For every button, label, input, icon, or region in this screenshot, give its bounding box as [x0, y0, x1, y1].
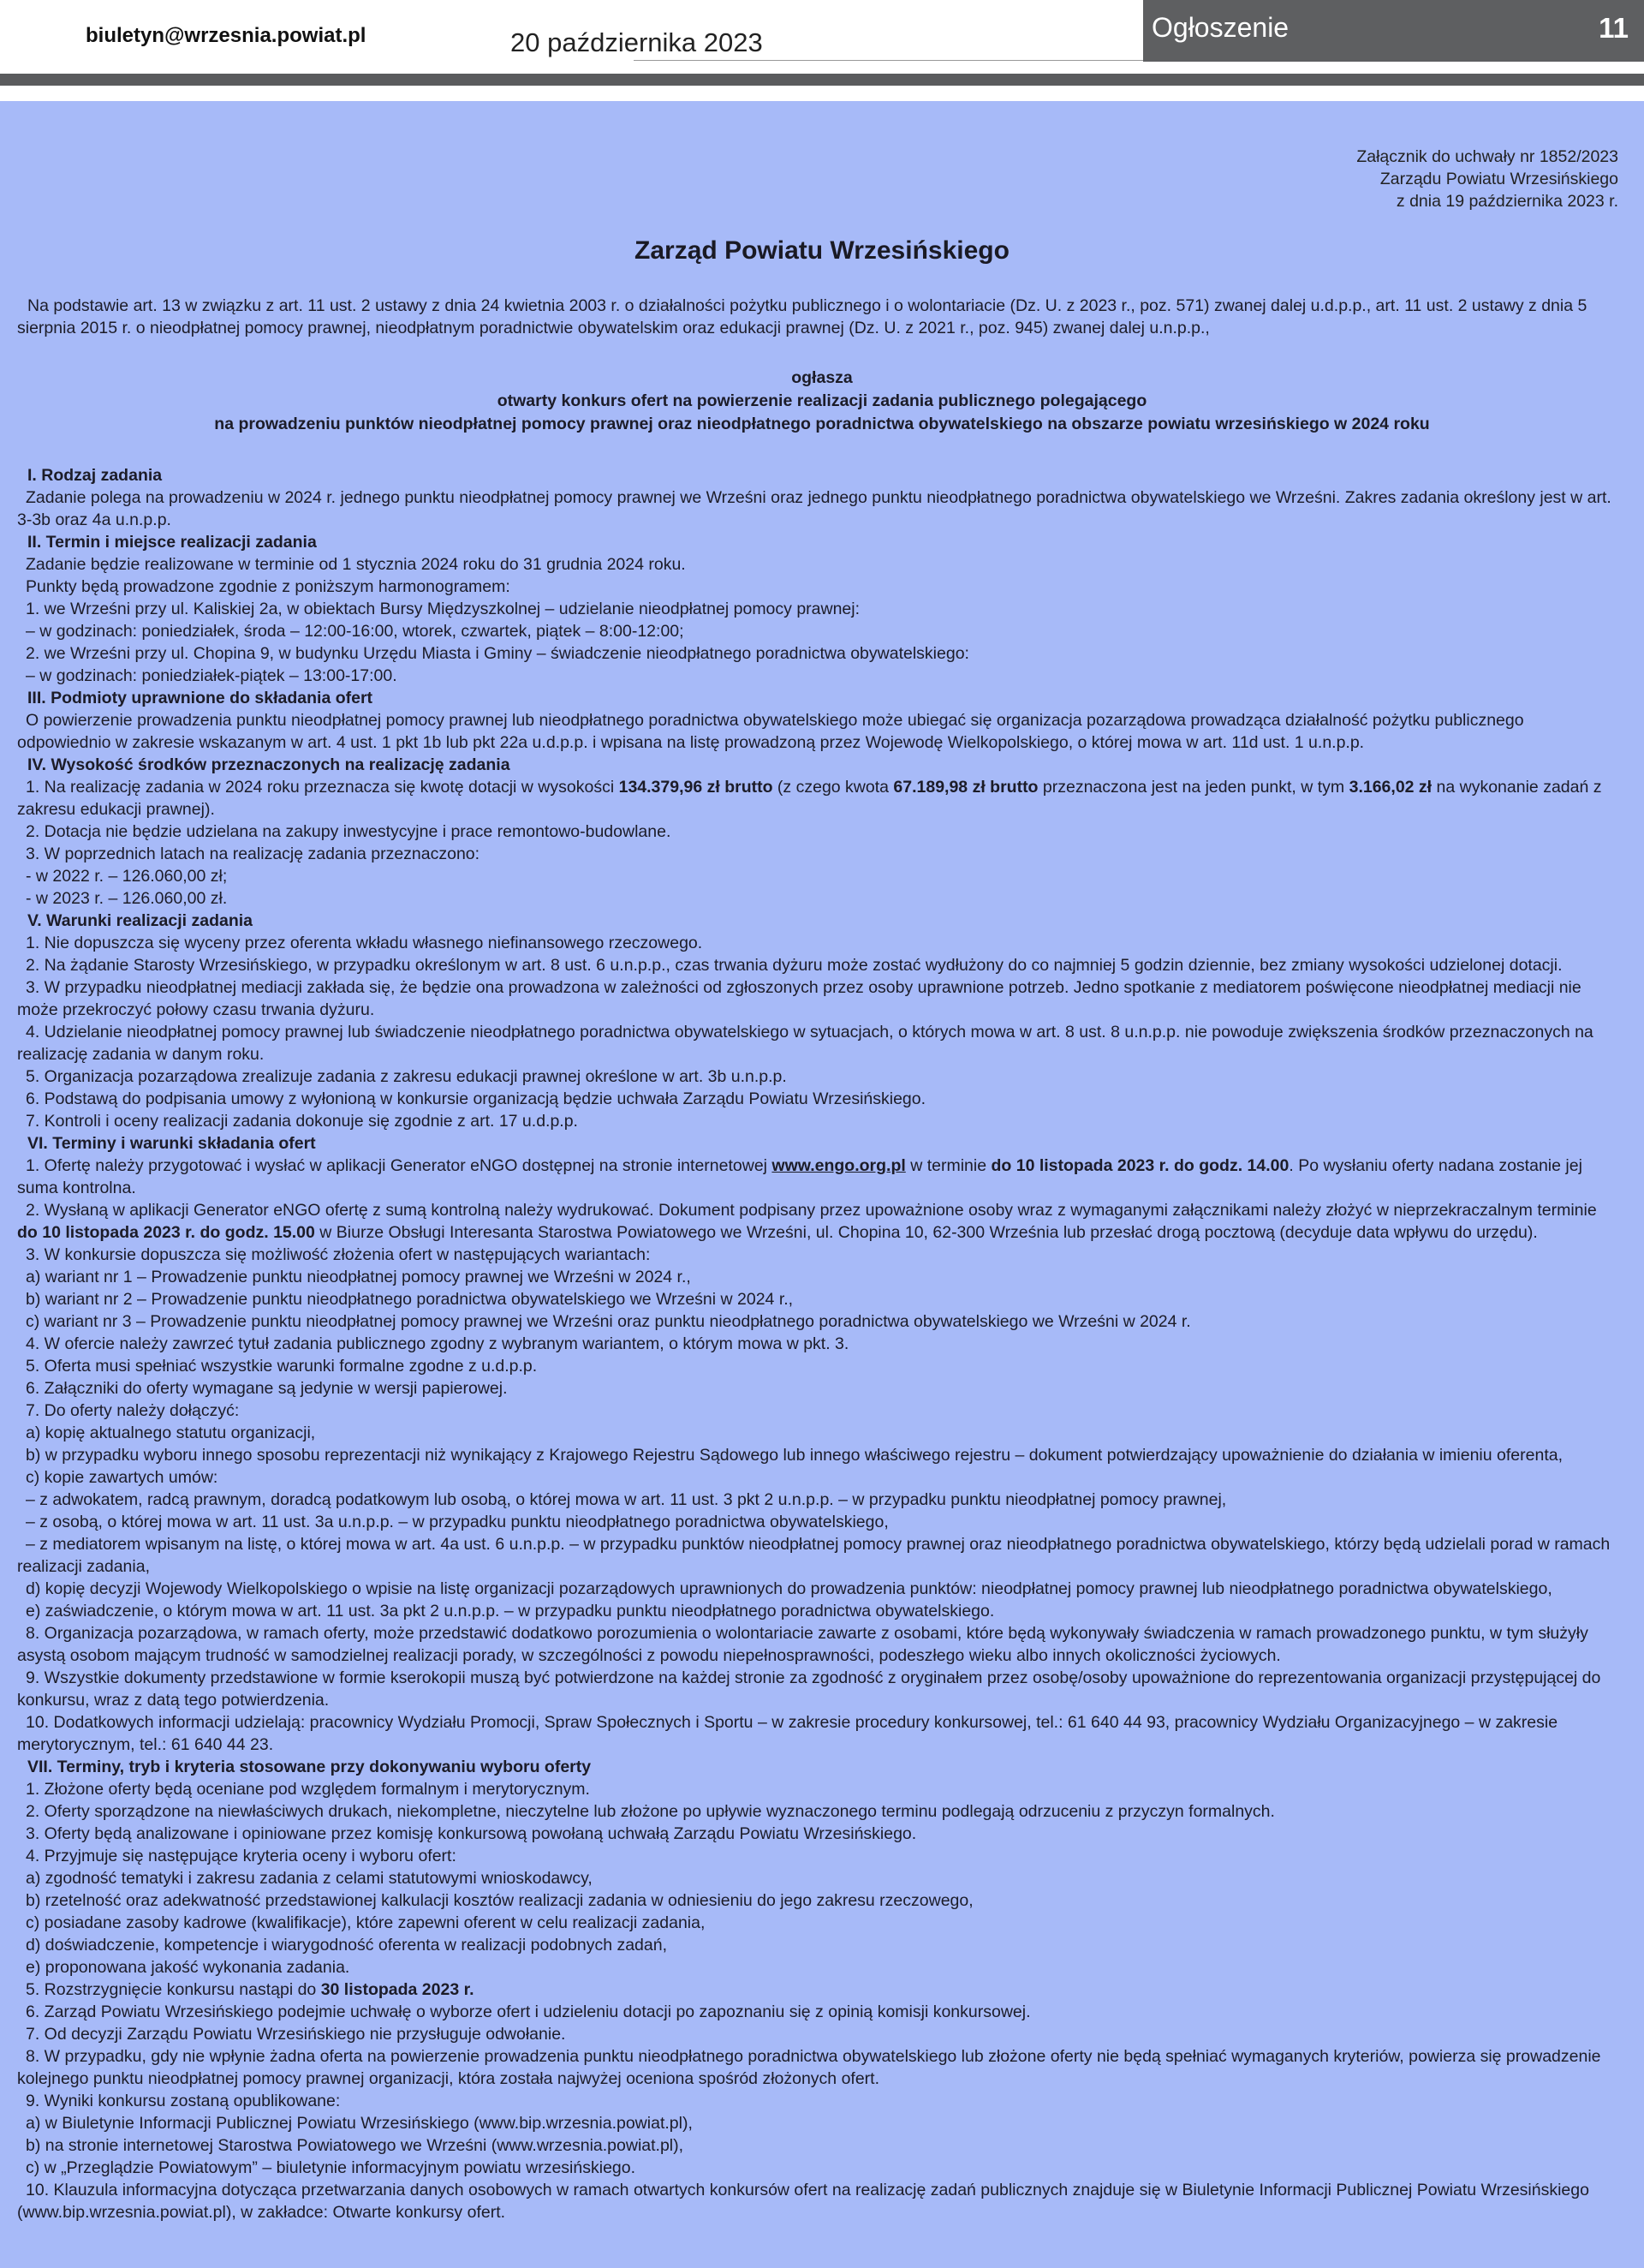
paragraph: – z osobą, o której mowa w art. 11 ust. 3a u.n.p.p. – w przypadku punktu nieodpłatnego poradnictwa obywatelskiego,	[26, 1513, 889, 1531]
announcement-line: na prowadzeniu punktów nieodpłatnej pomocy prawnej oraz nieodpłatnego poradnictwa obywatelskiego na obszarze powiatu wrzesińskiego w 2024 roku	[214, 415, 1430, 433]
paragraph: – z adwokatem, radcą prawnym, doradcą podatkowym lub osobą, o której mowa w art. 11 ust. 3 pkt 2 u.n.p.p. – w przypadku punktu nieodpłatnej pomocy prawnej,	[26, 1490, 1227, 1509]
amount-education: 3.166,02 zł	[1349, 778, 1433, 797]
paragraph: - w 2023 r. – 126.060,00 zł.	[26, 889, 228, 908]
paragraph: a) w Biuletynie Informacji Publicznej Powiatu Wrzesińskiego (www.bip.wrzesnia.powiat.pl),	[26, 2114, 693, 2133]
paragraph: 5. Oferta musi spełniać wszystkie warunki formalne zgodne z u.d.p.p.	[26, 1357, 538, 1376]
announcement-body	[17, 464, 1620, 2223]
document-title: Zarząd Powiatu Wrzesińskiego	[634, 236, 1010, 265]
paragraph: 6. Zarząd Powiatu Wrzesińskiego podejmie uchwałę o wyborze ofert i udzieleniu dotacji po zapoznaniu się z opinią komisji konkursowej.	[26, 2002, 1031, 2021]
engo-link[interactable]: www.engo.org.pl	[771, 1156, 906, 1175]
paragraph: c) w „Przeglądzie Powiatowym” – biuletynie informacyjnym powiatu wrzesińskiego.	[26, 2158, 636, 2177]
section-heading: III. Podmioty uprawnione do składania ofert	[27, 689, 373, 707]
paragraph: c) wariant nr 3 – Prowadzenie punktu nieodpłatnej pomocy prawnej we Wrześni oraz punktu nieodpłatnego poradnictwa obywatelskiego we Wrześni w 2024 r.	[26, 1312, 1191, 1331]
legal-basis: Na podstawie art. 13 w związku z art. 11 ust. 2 ustawy z dnia 24 kwietnia 2003 r. o działalności pożytku publicznego i o wolontariacie (Dz. U. z 2023 r., poz. 571) zwanej dalej u.d.p.p., art. 11 ust. 2 ustawy z dnia 5 sierpnia 2015 r. o nieodpłatnej pomocy prawnej, nieodpłatnym poradnictwie obywatelskim oraz edukacji prawnej (Dz. U. z 2021 r., poz. 945) zwanej dalej u.n.p.p.,	[17, 296, 1587, 337]
announcement-heading	[0, 367, 1644, 436]
section-heading: VI. Terminy i warunki składania ofert	[27, 1134, 316, 1153]
page-header	[0, 0, 1644, 62]
section-heading: V. Warunki realizacji zadania	[27, 911, 253, 930]
text-run: przeznaczona jest na jeden punkt, w tym	[1038, 778, 1349, 797]
paragraph: a) zgodność tematyki i zakresu zadania z celami statutowymi wnioskodawcy,	[26, 1869, 593, 1888]
paragraph: e) zaświadczenie, o którym mowa w art. 11 ust. 3a pkt 2 u.n.p.p. – w przypadku punktu nieodpłatnego poradnictwa obywatelskiego.	[26, 1602, 995, 1620]
paragraph: 1. Złożone oferty będą oceniane pod względem formalnym i merytorycznym.	[26, 1780, 590, 1799]
amount-per-point: 67.189,98 zł brutto	[893, 778, 1039, 797]
header-email[interactable]: biuletyn@wrzesnia.powiat.pl	[86, 24, 366, 47]
paragraph: 6. Załączniki do oferty wymagane są jedynie w wersji papierowej.	[26, 1379, 508, 1398]
text-run: na wykonanie zadań z zakresu edukacji prawnej).	[17, 778, 1602, 819]
paragraph: c) posiadane zasoby kadrowe (kwalifikacje), które zapewni oferent w celu realizacji zadania,	[26, 1913, 706, 1932]
paragraph: 2. we Wrześni przy ul. Chopina 9, w budynku Urzędu Miasta i Gminy – świadczenie nieodpłatnego poradnictwa obywatelskiego:	[26, 644, 969, 663]
section-banner	[1143, 0, 1644, 62]
paragraph: 2. Oferty sporządzone na niewłaściwych drukach, niekompletne, nieczytelne lub złożone po upływie wyznaczonego terminu podlegają odrzuceniu z przyczyn formalnych.	[26, 1802, 1275, 1821]
paragraph: c) kopie zawartych umów:	[26, 1468, 218, 1487]
paragraph: – z mediatorem wpisanym na listę, o której mowa w art. 4a ust. 6 u.n.p.p. – w przypadku punktów nieodpłatnej pomocy prawnej oraz nieodpłatnego poradnictwa obywatelskiego, którzy będą udzielali porad w ramach realizacji zadania,	[17, 1535, 1611, 1576]
paragraph: Zadanie będzie realizowane w terminie od 1 stycznia 2024 roku do 31 grudnia 2024 roku.	[26, 555, 686, 574]
paragraph: d) doświadczenie, kompetencje i wiarygodność oferenta w realizacji podobnych zadań,	[26, 1936, 668, 1955]
paragraph: d) kopię decyzji Wojewody Wielkopolskiego o wpisie na listę organizacji pozarządowych uprawnionych do prowadzenia punktów: nieodpłatnej pomocy prawnej lub nieodpłatnego poradnictwa obywatelskiego,	[26, 1579, 1552, 1598]
announcement-line: ogłasza	[791, 368, 853, 387]
paragraph: b) wariant nr 2 – Prowadzenie punktu nieodpłatnego poradnictwa obywatelskiego we Wrześni w 2024 r.,	[26, 1290, 794, 1309]
paragraph: 7. Do oferty należy dołączyć:	[26, 1401, 240, 1420]
text-run: 1. Na realizację zadania w 2024 roku przeznacza się kwotę dotacji w wysokości	[26, 778, 619, 797]
paragraph: e) proponowana jakość wykonania zadania.	[26, 1958, 350, 1977]
paragraph: 2. Dotacja nie będzie udzielana na zakupy inwestycyjne i prace remontowo-budowlane.	[26, 822, 671, 841]
amount-total: 134.379,96 zł brutto	[618, 778, 773, 797]
resolution-paragraph	[17, 1979, 1620, 2001]
resolution-date: 30 listopada 2023 r.	[320, 1980, 474, 1999]
paragraph: 1. Nie dopuszcza się wyceny przez oferenta wkładu własnego niefinansowego rzeczowego.	[26, 934, 703, 952]
paragraph: 6. Podstawą do podpisania umowy z wyłonioną w konkursie organizacją będzie uchwała Zarządu Powiatu Wrzesińskiego.	[26, 1089, 926, 1108]
text-run: w Biurze Obsługi Interesanta Starostwa Powiatowego we Wrześni, ul. Chopina 10, 62-300 Września lub przesłać drogą pocztową (decyduje data wpływu do urzędu).	[314, 1223, 1538, 1242]
funding-paragraph	[17, 776, 1620, 821]
paragraph: 10. Klauzula informacyjna dotycząca przetwarzania danych osobowych w ramach otwartych konkursów ofert na realizację zadań publicznych znajduje się w Biuletynie Informacji Publicznej Powiatu Wrzesińskiego (www.bip.wrzesnia.powiat.pl), w zakładce: Otwarte konkursy ofert.	[17, 2181, 1589, 2222]
deadline-online: do 10 listopada 2023 r. do godz. 14.00	[991, 1156, 1290, 1175]
paragraph: b) na stronie internetowej Starostwa Powiatowego we Wrześni (www.wrzesnia.powiat.pl),	[26, 2136, 684, 2155]
announcement-panel	[0, 101, 1644, 2268]
paragraph: 4. Udzielanie nieodpłatnej pomocy prawnej lub świadczenie nieodpłatnego poradnictwa obywatelskiego w sytuacjach, o których mowa w art. 8 ust. 8 u.n.p.p. nie powoduje zwiększenia środków przeznaczonych na realizację zadania w danym roku.	[17, 1023, 1593, 1064]
paragraph: 4. W ofercie należy zawrzeć tytuł zadania publicznego zgodny z wybranym wariantem, o którym mowa w pkt. 3.	[26, 1334, 849, 1353]
header-date-underline	[634, 60, 1143, 61]
paragraph: 1. we Wrześni przy ul. Kaliskiej 2a, w obiektach Bursy Międzyszkolnej – udzielanie nieodpłatnej pomocy prawnej:	[26, 600, 861, 618]
annex-line: z dnia 19 października 2023 r.	[1396, 192, 1618, 211]
annex-line: Załącznik do uchwały nr 1852/2023	[1356, 147, 1618, 166]
text-run: (z czego kwota	[772, 778, 894, 797]
paragraph: 3. W przypadku nieodpłatnej mediacji zakłada się, że będzie ona prowadzona w zależności od zgłoszonych przez osoby uprawnione potrzeb. Jedno spotkanie z mediatorem poświęcone nieodpłatnej mediacji nie może przekroczyć połowy czasu trwania dyżuru.	[17, 978, 1581, 1019]
deadline-paper: do 10 listopada 2023 r. do godz. 15.00	[17, 1223, 315, 1242]
paragraph: 5. Organizacja pozarządowa zrealizuje zadania z zakresu edukacji prawnej określone w art. 3b u.n.p.p.	[26, 1067, 787, 1086]
paragraph: Punkty będą prowadzone zgodnie z poniższym harmonogramem:	[26, 577, 510, 596]
header-date: 20 października 2023	[510, 27, 763, 57]
paragraph: – w godzinach: poniedziałek-piątek – 13:00-17:00.	[26, 666, 397, 685]
text-run: 1. Ofertę należy przygotować i wysłać w aplikacji Generator eNGO dostępnej na stronie internetowej	[26, 1156, 772, 1175]
text-run: 2. Wysłaną w aplikacji Generator eNGO ofertę z sumą kontrolną należy wydrukować. Dokument podpisany przez upoważnione osoby wraz z wymaganymi załącznikami należy złożyć w nieprzekraczalnym terminie	[26, 1201, 1597, 1220]
paragraph: 10. Dodatkowych informacji udzielają: pracownicy Wydziału Promocji, Spraw Społecznych i Sportu – w zakresie procedury konkursowej, tel.: 61 640 44 93, pracownicy Wydziału Organizacyjnego – w zakresie merytorycznym, tel.: 61 640 44 23.	[17, 1713, 1558, 1754]
paragraph: 7. Kontroli i oceny realizacji zadania dokonuje się zgodnie z art. 17 u.d.p.p.	[26, 1112, 578, 1131]
section-heading: VII. Terminy, tryb i kryteria stosowane przy dokonywaniu wyboru oferty	[27, 1758, 592, 1776]
paragraph: 3. W poprzednich latach na realizację zadania przeznaczono:	[26, 845, 480, 863]
annex-reference	[1356, 146, 1618, 212]
section-heading: II. Termin i miejsce realizacji zadania	[27, 533, 317, 552]
paragraph: b) rzetelność oraz adekwatność przedstawionej kalkulacji kosztów realizacji zadania w odniesieniu do jego zakresu rzeczowego,	[26, 1891, 974, 1910]
paragraph: 3. Oferty będą analizowane i opiniowane przez komisję konkursową powołaną uchwałą Zarządu Powiatu Wrzesińskiego.	[26, 1824, 917, 1843]
paragraph: 2. Na żądanie Starosty Wrzesińskiego, w przypadku określonym w art. 8 ust. 6 u.n.p.p., czas trwania dyżuru może zostać wydłużony do co najmniej 5 godzin dziennie, bez zmiany wysokości udzielonej dotacji.	[26, 956, 1563, 975]
paragraph: 9. Wszystkie dokumenty przedstawione w formie kserokopii muszą być potwierdzone na każdej stronie za zgodność z oryginałem przez osobę/osoby upoważnione do reprezentowania organizacji przystępującej do konkursu, wraz z datą tego potwierdzenia.	[17, 1668, 1601, 1710]
paragraph: Zadanie polega na prowadzeniu w 2024 r. jednego punktu nieodpłatnej pomocy prawnej we Wrześni oraz jednego punktu nieodpłatnego poradnictwa obywatelskiego we Wrześni. Zakres zadania określony jest w art. 3-3b oraz 4a u.n.p.p.	[17, 488, 1611, 529]
paragraph: – w godzinach: poniedziałek, środa – 12:00-16:00, wtorek, czwartek, piątek – 8:00-12:00;	[26, 622, 684, 641]
paragraph: O powierzenie prowadzenia punktu nieodpłatnej pomocy prawnej lub nieodpłatnego poradnictwa obywatelskiego może ubiegać się organizacja pozarządowa prowadząca działalność pożytku publicznego odpowiednio w zakresie wskazanym w art. 4 ust. 1 pkt 1b lub pkt 22a u.d.p.p. i wpisana na listę prowadzoną przez Wojewodę Wielkopolskiego, o której mowa w art. 11d ust. 1 u.n.p.p.	[17, 711, 1524, 752]
paragraph: b) w przypadku wyboru innego sposobu reprezentacji niż wynikający z Krajowego Rejestru Sądowego lub innego właściwego rejestru – dokument potwierdzający upoważnienie do działania w imieniu oferenta,	[26, 1446, 1563, 1465]
submission-paragraph	[17, 1199, 1620, 1244]
header-divider	[0, 74, 1644, 86]
paragraph: 8. Organizacja pozarządowa, w ramach oferty, może przedstawić dodatkowo porozumienia o wolontariacie zawarte z osobami, które będą wykonywały świadczenia w ramach prowadzonego punktu, w tym służyły asystą osobom mającym trudność w samodzielnej realizacji porady, w szczególności z powodu niepełnosprawności, podeszłego wieku albo innych okoliczności życiowych.	[17, 1624, 1588, 1665]
submission-paragraph	[17, 1155, 1620, 1199]
section-label: Ogłoszenie	[1152, 12, 1290, 43]
announcement-line: otwarty konkurs ofert na powierzenie realizacji zadania publicznego polegającego	[497, 391, 1147, 410]
text-run: . Po wysłaniu oferty nadana zostanie jej suma kontrolna.	[17, 1156, 1582, 1197]
section-heading: IV. Wysokość środków przeznaczonych na realizację zadania	[27, 755, 510, 774]
paragraph: a) kopię aktualnego statutu organizacji,	[26, 1423, 316, 1442]
section-heading: I. Rodzaj zadania	[27, 466, 163, 485]
text-run: w terminie	[905, 1156, 992, 1175]
page-number: 11	[1599, 12, 1629, 44]
paragraph: 4. Przyjmuje się następujące kryteria oceny i wyboru ofert:	[26, 1847, 456, 1865]
paragraph: 8. W przypadku, gdy nie wpłynie żadna oferta na powierzenie prowadzenia punktu nieodpłatnego poradnictwa obywatelskiego lub złożone oferty nie będą spełniać wymaganych kryteriów, powierza się prowadzenie kolejnego punktu nieodpłatnej pomocy prawnej organizacji, która została najwyżej oceniona spośród złożonych ofert.	[17, 2047, 1601, 2088]
paragraph: 9. Wyniki konkursu zostaną opublikowane:	[26, 2092, 341, 2110]
annex-line: Zarządu Powiatu Wrzesińskiego	[1379, 170, 1618, 188]
text-run: 5. Rozstrzygnięcie konkursu nastąpi do	[26, 1980, 321, 1999]
paragraph: 7. Od decyzji Zarządu Powiatu Wrzesińskiego nie przysługuje odwołanie.	[26, 2025, 566, 2044]
paragraph: a) wariant nr 1 – Prowadzenie punktu nieodpłatnej pomocy prawnej we Wrześni w 2024 r.,	[26, 1268, 691, 1286]
paragraph: 3. W konkursie dopuszcza się możliwość złożenia ofert w następujących wariantach:	[26, 1245, 651, 1264]
paragraph: - w 2022 r. – 126.060,00 zł;	[26, 867, 228, 886]
